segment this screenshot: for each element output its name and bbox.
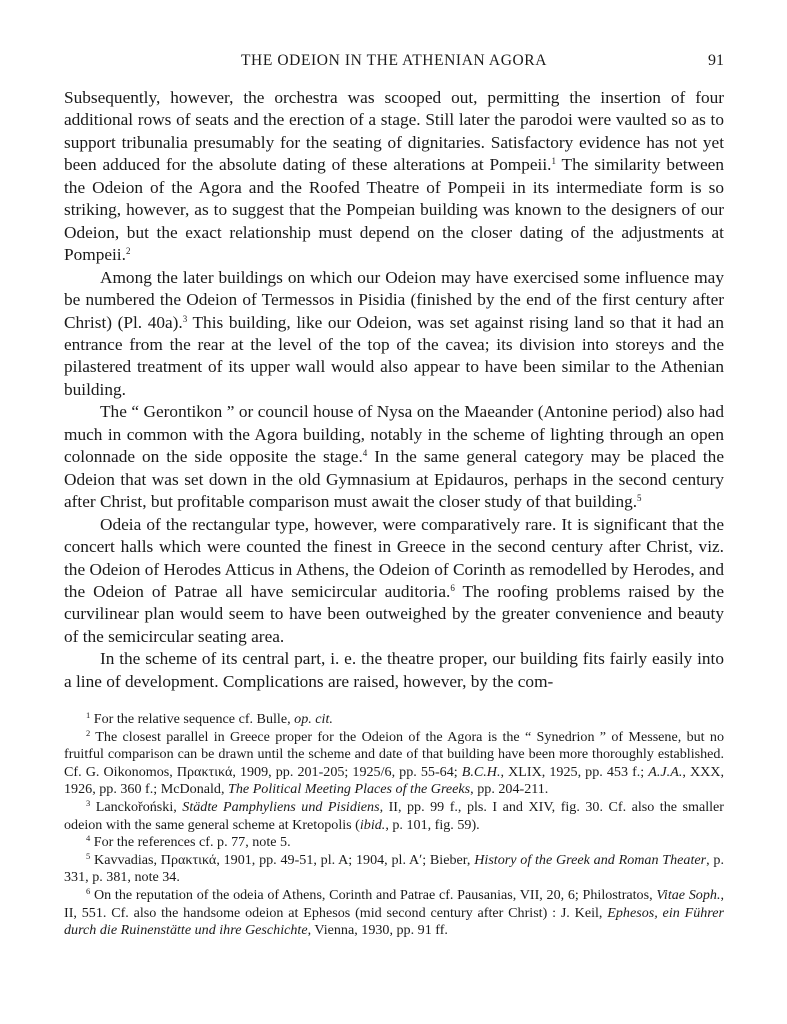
paragraph-text: The similarity between the Odeion of the Agora and the Roofed Theatre of Pompeii in its intermediate form is so striking, however, as to suggest that the Pompeian building was known to the designers of our Odeion, but the exact relationship must depend on the closer dating of the adjustments at Pompeii. xyxy=(64,155,724,265)
footnote-ref: 3 xyxy=(182,313,188,324)
footnote-italic: ibid. xyxy=(359,816,386,833)
footnote-2 xyxy=(64,729,724,799)
footnote-text: , XXX, 1926, pp. 360 f.; McDonald, xyxy=(64,763,725,798)
footnotes xyxy=(64,711,724,940)
footnote-text: , pp. 204-211. xyxy=(470,781,549,798)
footnote-italic: op. cit. xyxy=(294,711,333,727)
page-number: 91 xyxy=(708,52,724,69)
footnote-ref: 5 xyxy=(637,493,642,504)
footnote-text: , p. 331, p. 381, note 34. xyxy=(64,851,724,886)
footnote-text: , Vienna, 1930, pp. 91 ff. xyxy=(307,922,448,939)
footnote-1 xyxy=(64,711,724,729)
running-title: THE ODEION IN THE ATHENIAN AGORA xyxy=(240,52,548,69)
footnote-text: , II, pp. 99 f., pls. I and XIV, fig. 30. Cf. also the smaller odeion with the same general scheme at Kretopolis ( xyxy=(64,798,724,833)
footnote-6 xyxy=(64,887,724,940)
footnote-number: 2 xyxy=(86,727,91,738)
footnote-number: 3 xyxy=(86,797,91,808)
footnote-italic: A.J.A. xyxy=(648,763,683,780)
footnote-text: , II, 551. Cf. also the handsome odeion at Ephesos (mid second century after Christ) : J. Keil, xyxy=(64,886,724,921)
footnote-3 xyxy=(64,799,724,834)
footnote-italic: B.C.H. xyxy=(461,763,501,780)
paragraph-text: This building, like our Odeion, was set against rising land so that it had an entrance from the rear at the level of the top of the cavea; its division into storeys and the pilastered treatment of its upper wall would also appear to have been similar to the Athenian building. xyxy=(64,312,724,399)
paragraph-2 xyxy=(64,267,724,402)
footnote-text: Lanckořoński, xyxy=(90,798,183,815)
page-header xyxy=(64,52,724,74)
paragraph-text: The roofing problems raised by the curvilinear plan would seem to have been outweighed by the greater convenience and beauty of the semicircular seating area. xyxy=(64,581,724,646)
footnote-italic: Städte Pamphyliens und Pisidiens xyxy=(182,798,380,815)
footnote-number: 4 xyxy=(86,833,91,844)
paragraph-text: Subsequently, however, the orchestra was scooped out, permitting the insertion of four additional rows of seats and the erection of a stage. Still later the parodoi were vaulted so as to support tribunalia presumably for the seating of dignitaries. Satisfactory evidence has not yet been adduced for the absolute dating of these alterations at Pompeii. xyxy=(64,88,724,175)
paragraph-5: In the scheme of its central part, i. e. the theatre proper, our building fits fairly easily into a line of development. Complications are raised, however, by the com- xyxy=(64,649,724,691)
footnote-5 xyxy=(64,852,724,887)
footnote-ref: 2 xyxy=(125,246,131,257)
paragraph-text: Odeia of the rectangular type, however, were comparatively rare. It is significant that the concert halls which were counted the finest in Greece in the second century after Christ, viz. the Odeion of Herodes Atticus in Athens, the Odeion of Corinth as remodelled by Herodes, and the Odeion of Patrae all have semicircular auditoria. xyxy=(64,514,724,601)
footnote-italic: History of the Greek and Roman Theater xyxy=(474,851,707,868)
paragraph-4 xyxy=(64,514,724,649)
footnote-number: 6 xyxy=(86,885,91,896)
footnote-italic: Vitae Soph. xyxy=(656,886,721,903)
footnote-number: 1 xyxy=(86,710,91,720)
footnote-ref: 6 xyxy=(450,582,455,593)
footnote-ref: 4 xyxy=(362,448,368,459)
body-text xyxy=(64,87,724,693)
footnote-4 xyxy=(64,834,724,852)
paragraph-1 xyxy=(64,87,724,267)
paragraph-text: In the same general category may be placed the Odeion that was set down in the old Gymnasium at Epidauros, perhaps in the second century after Christ, but profitable comparison must await the closer study of that building. xyxy=(64,447,724,512)
footnote-text: For the references cf. p. 77, note 5. xyxy=(90,834,291,851)
footnote-italic: The Political Meeting Places of the Greeks xyxy=(228,781,471,798)
footnote-text: , p. 101, fig. 59). xyxy=(385,816,480,833)
paragraph-text: Among the later buildings on which our Odeion may have exercised some influence may be numbered the Odeion of Termessos in Pisidia (finished by the end of the first century after Christ) (Pl. 40a). xyxy=(64,267,724,332)
footnote-text: , XLIX, 1925, pp. 453 f.; xyxy=(500,763,649,780)
footnote-text: Kavvadias, Πρακτικά, 1901, pp. 49-51, pl. A; 1904, pl. Aʹ; Bieber, xyxy=(90,851,475,868)
footnote-italic: Ephesos, ein Führer durch die Ruinenstätte und ihre Geschichte xyxy=(64,904,724,939)
paragraph-text: The “ Gerontikon ” or council house of Nysa on the Maeander (Antonine period) also had much in common with the Agora building, notably in the scheme of lighting through an open colonnade on the side opposite the stage. xyxy=(64,402,724,467)
footnote-number: 5 xyxy=(86,850,91,861)
footnote-ref: 1 xyxy=(551,156,556,167)
footnote-text: On the reputation of the odeia of Athens, Corinth and Patrae cf. Pausanias, VII, 20, 6; Philostratos, xyxy=(90,886,657,903)
footnote-text: For the relative sequence cf. Bulle, xyxy=(90,711,295,727)
footnote-text: The closest parallel in Greece proper for the Odeion of the Agora is the “ Synedrion ” of Messene, but no fruitful comparison can be drawn until the scheme and date of that building have been more thoroughly established. Cf. G. Oikonomos, Πρακτικά, 1909, pp. 201-205; 1925/6, pp. 55-64; xyxy=(64,728,724,780)
paragraph-3 xyxy=(64,401,724,513)
